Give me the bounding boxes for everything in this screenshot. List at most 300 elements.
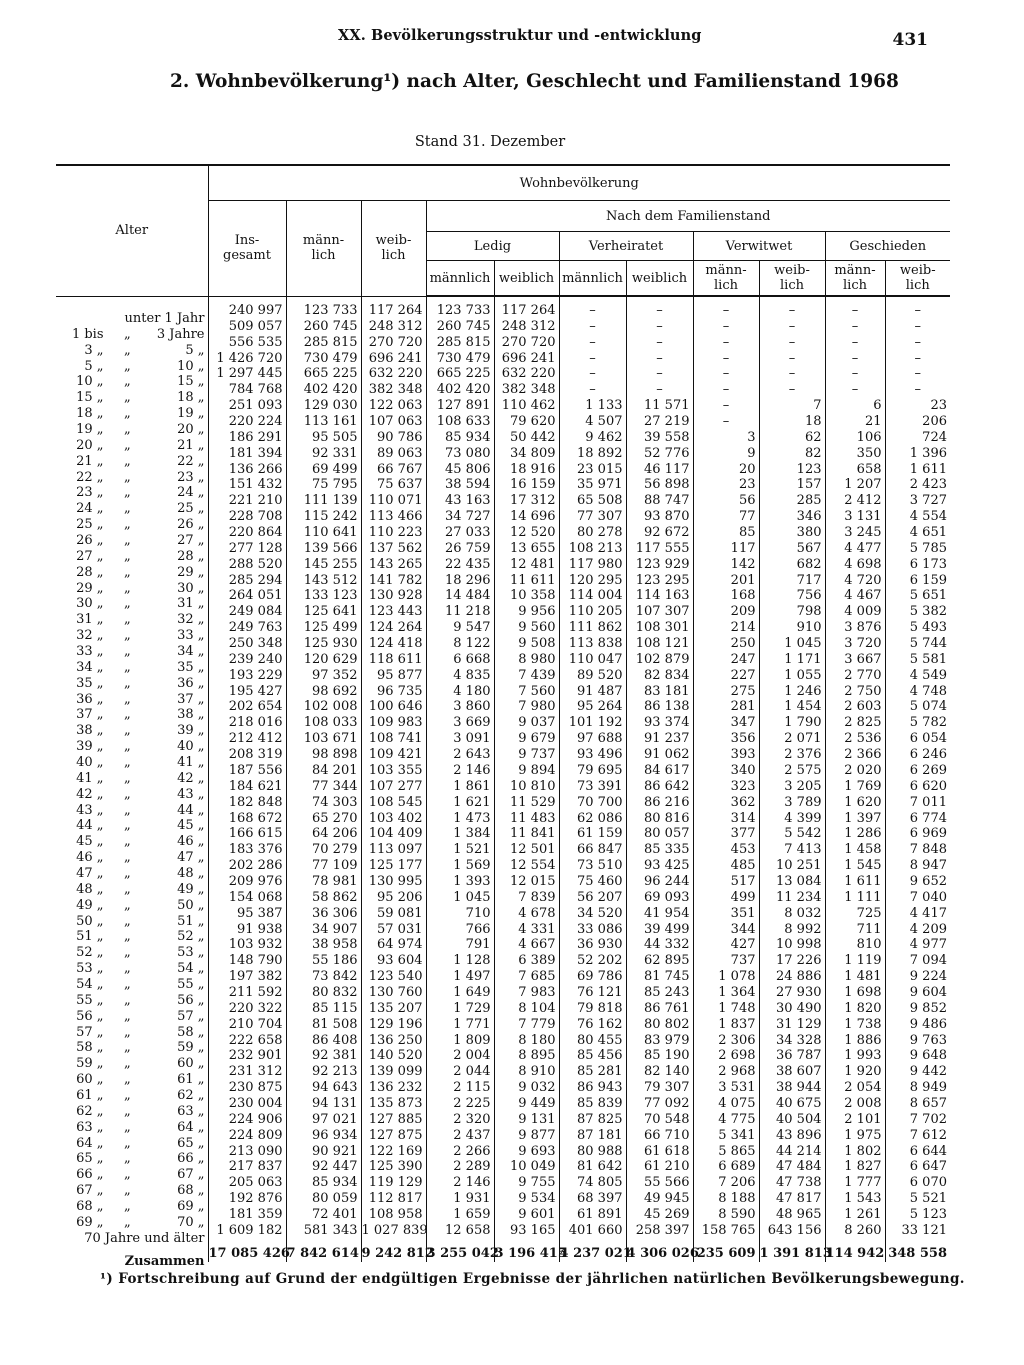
table-cell: 6 bbox=[825, 398, 885, 414]
table-row bbox=[56, 1033, 950, 1049]
table-cell: – bbox=[885, 366, 950, 382]
header-verheiratet-weiblich: weiblich bbox=[626, 261, 693, 297]
table-cell: 1 820 bbox=[825, 1001, 885, 1017]
header-ledig-weiblich: weiblich bbox=[494, 261, 559, 297]
table-cell: 109 983 bbox=[361, 715, 426, 731]
table-cell: 123 bbox=[759, 462, 825, 478]
age-label bbox=[56, 922, 208, 945]
table-cell: 85 190 bbox=[626, 1048, 693, 1064]
table-cell: 224 906 bbox=[208, 1112, 286, 1128]
table-row bbox=[56, 1144, 950, 1160]
age-part: „ bbox=[124, 723, 131, 739]
table-cell: 86 408 bbox=[286, 1033, 361, 1049]
table-cell: 5 865 bbox=[693, 1144, 759, 1160]
age-label bbox=[56, 1080, 208, 1104]
table-cell: 202 286 bbox=[208, 858, 286, 874]
table-cell: 201 bbox=[693, 573, 759, 589]
table-cell: 2 266 bbox=[426, 1144, 494, 1160]
table-row bbox=[56, 414, 950, 430]
age-part: 55 „ bbox=[76, 992, 104, 1008]
table-cell: 9 534 bbox=[494, 1191, 559, 1207]
table-cell: 61 891 bbox=[559, 1207, 626, 1223]
table-cell: 1 397 bbox=[825, 811, 885, 827]
age-part: 53 „ bbox=[76, 961, 104, 977]
table-cell: 5 542 bbox=[759, 826, 825, 842]
table-cell: 86 642 bbox=[626, 779, 693, 795]
table-cell: 1 207 bbox=[825, 477, 885, 493]
table-cell: 109 421 bbox=[361, 747, 426, 763]
table-cell: 13 084 bbox=[759, 874, 825, 890]
table-cell: 2 750 bbox=[825, 684, 885, 700]
table-row bbox=[56, 826, 950, 842]
table-cell: 7 612 bbox=[885, 1128, 950, 1144]
table-cell: – bbox=[885, 382, 950, 398]
table-cell: 47 738 bbox=[759, 1175, 825, 1191]
table-cell: 108 741 bbox=[361, 731, 426, 747]
table-cell: 55 186 bbox=[286, 953, 361, 969]
total-row bbox=[56, 1239, 950, 1262]
table-cell: 43 163 bbox=[426, 493, 494, 509]
age-label bbox=[56, 826, 208, 850]
table-cell: 36 306 bbox=[286, 906, 361, 922]
table-cell: 247 bbox=[693, 652, 759, 668]
age-part: „ bbox=[124, 659, 131, 675]
table-cell: 250 bbox=[693, 636, 759, 652]
table-cell: 7 839 bbox=[494, 890, 559, 906]
table-row bbox=[56, 969, 950, 985]
table-cell: 11 611 bbox=[494, 573, 559, 589]
table-cell: 8 895 bbox=[494, 1048, 559, 1064]
table-cell: 5 581 bbox=[885, 652, 950, 668]
table-cell: 34 727 bbox=[426, 509, 494, 525]
table-cell: 756 bbox=[759, 588, 825, 604]
age-part: 31 „ bbox=[76, 612, 104, 628]
age-part: „ bbox=[124, 691, 131, 707]
table-cell: 11 841 bbox=[494, 826, 559, 842]
table-cell: 766 bbox=[426, 922, 494, 938]
table-cell: 1 790 bbox=[759, 715, 825, 731]
table-cell: 22 435 bbox=[426, 557, 494, 573]
table-cell: 402 420 bbox=[286, 382, 361, 398]
table-cell: 2 825 bbox=[825, 715, 885, 731]
table-cell: 250 348 bbox=[208, 636, 286, 652]
table-cell: 80 988 bbox=[559, 1144, 626, 1160]
age-part: 32 „ bbox=[76, 628, 104, 644]
table-cell: 110 071 bbox=[361, 493, 426, 509]
table-cell: 38 958 bbox=[286, 937, 361, 953]
table-cell: 103 402 bbox=[361, 811, 426, 827]
table-cell: 7 413 bbox=[759, 842, 825, 858]
age-part: „ bbox=[124, 517, 131, 533]
table-cell: 110 205 bbox=[559, 604, 626, 620]
table-cell: 192 876 bbox=[208, 1191, 286, 1207]
table-cell: 92 447 bbox=[286, 1159, 361, 1175]
table-cell: 6 159 bbox=[885, 573, 950, 589]
table-cell: 103 355 bbox=[361, 763, 426, 779]
table-cell: 136 266 bbox=[208, 462, 286, 478]
table-cell: 1 620 bbox=[825, 795, 885, 811]
table-cell: 1 426 720 bbox=[208, 351, 286, 367]
table-cell: 8 188 bbox=[693, 1191, 759, 1207]
table-cell: 275 bbox=[693, 684, 759, 700]
age-label bbox=[56, 620, 208, 644]
age-part: „ bbox=[124, 406, 131, 422]
table-cell: 1 364 bbox=[693, 985, 759, 1001]
age-part: „ bbox=[124, 501, 131, 517]
table-cell: 12 481 bbox=[494, 557, 559, 573]
age-part: 62 „ bbox=[177, 1088, 205, 1104]
table-cell: 6 173 bbox=[885, 557, 950, 573]
table-cell: – bbox=[693, 382, 759, 398]
table-cell: 141 782 bbox=[361, 573, 426, 589]
age-part: 58 „ bbox=[177, 1024, 205, 1040]
table-cell: 285 815 bbox=[286, 335, 361, 351]
age-part: 48 „ bbox=[76, 881, 104, 897]
table-row bbox=[56, 795, 950, 811]
table-cell: 4 698 bbox=[825, 557, 885, 573]
age-part: „ bbox=[124, 754, 131, 770]
table-cell: – bbox=[559, 296, 626, 319]
table-cell: 9 037 bbox=[494, 715, 559, 731]
table-cell: 377 bbox=[693, 826, 759, 842]
age-label bbox=[56, 462, 208, 485]
table-cell: 73 080 bbox=[426, 446, 494, 462]
age-label bbox=[56, 296, 208, 326]
table-cell: 4 549 bbox=[885, 668, 950, 684]
age-label bbox=[56, 699, 208, 723]
table-cell: 2 020 bbox=[825, 763, 885, 779]
table-cell: 1 261 bbox=[825, 1207, 885, 1223]
table-cell: 4 075 bbox=[693, 1096, 759, 1112]
table-cell: 11 483 bbox=[494, 811, 559, 827]
table-cell: 6 246 bbox=[885, 747, 950, 763]
table-subtitle: Stand 31. Dezember bbox=[414, 134, 566, 150]
table-cell: 61 159 bbox=[559, 826, 626, 842]
table-cell: 114 163 bbox=[626, 588, 693, 604]
table-cell: – bbox=[693, 319, 759, 335]
total-cell: 1 391 813 bbox=[759, 1239, 825, 1262]
table-cell: 3 667 bbox=[825, 652, 885, 668]
age-part: „ bbox=[124, 1135, 131, 1151]
table-cell: 9 bbox=[693, 446, 759, 462]
table-cell: 4 331 bbox=[494, 922, 559, 938]
age-part: 46 „ bbox=[177, 834, 205, 850]
table-cell: 183 376 bbox=[208, 842, 286, 858]
table-cell: 18 296 bbox=[426, 573, 494, 589]
age-part: 19 „ bbox=[76, 421, 104, 437]
table-cell: 11 234 bbox=[759, 890, 825, 906]
age-label bbox=[56, 684, 208, 707]
table-cell: 97 688 bbox=[559, 731, 626, 747]
table-cell: 2 289 bbox=[426, 1159, 494, 1175]
table-header bbox=[56, 165, 950, 296]
age-part: „ bbox=[124, 358, 131, 374]
table-cell: 80 455 bbox=[559, 1033, 626, 1049]
table-cell: 6 644 bbox=[885, 1144, 950, 1160]
table-cell: 1 521 bbox=[426, 842, 494, 858]
table-cell: 35 971 bbox=[559, 477, 626, 493]
table-cell: 4 835 bbox=[426, 668, 494, 684]
table-cell: 64 206 bbox=[286, 826, 361, 842]
header-weiblich: weib- lich bbox=[361, 201, 426, 297]
age-label bbox=[56, 779, 208, 802]
table-cell: 95 206 bbox=[361, 890, 426, 906]
table-cell: – bbox=[825, 296, 885, 319]
age-label bbox=[56, 1001, 208, 1024]
table-row bbox=[56, 620, 950, 636]
age-part: 52 „ bbox=[177, 929, 205, 945]
table-cell: 2 536 bbox=[825, 731, 885, 747]
age-label bbox=[56, 969, 208, 993]
table-cell: 23 bbox=[693, 477, 759, 493]
table-cell: 220 224 bbox=[208, 414, 286, 430]
table-cell: 2 004 bbox=[426, 1048, 494, 1064]
table-cell: 2 101 bbox=[825, 1112, 885, 1128]
table-cell: 117 264 bbox=[494, 296, 559, 319]
table-cell: – bbox=[759, 351, 825, 367]
table-cell: 125 930 bbox=[286, 636, 361, 652]
table-cell: 9 693 bbox=[494, 1144, 559, 1160]
table-cell: 103 932 bbox=[208, 937, 286, 953]
table-cell: 168 bbox=[693, 588, 759, 604]
table-cell: 79 695 bbox=[559, 763, 626, 779]
table-cell: 5 744 bbox=[885, 636, 950, 652]
table-cell: 1 027 839 bbox=[361, 1222, 428, 1238]
age-part: „ bbox=[124, 1056, 131, 1072]
table-cell: 5 341 bbox=[693, 1128, 759, 1144]
table-cell: 127 885 bbox=[361, 1112, 426, 1128]
age-part: 68 „ bbox=[76, 1199, 104, 1215]
table-cell: 129 030 bbox=[286, 398, 361, 414]
table-cell: 2 698 bbox=[693, 1048, 759, 1064]
table-cell: 6 269 bbox=[885, 763, 950, 779]
table-cell: 85 115 bbox=[286, 1001, 361, 1017]
table-cell: 2 770 bbox=[825, 668, 885, 684]
age-part: 59 „ bbox=[76, 1056, 104, 1072]
table-cell: 665 225 bbox=[286, 366, 361, 382]
table-cell: 239 240 bbox=[208, 652, 286, 668]
age-part: „ bbox=[124, 1040, 131, 1056]
table-cell: 209 976 bbox=[208, 874, 286, 890]
age-part: 23 „ bbox=[177, 469, 205, 485]
age-part: 61 „ bbox=[177, 1072, 205, 1088]
table-cell: 12 554 bbox=[494, 858, 559, 874]
age-part: 28 „ bbox=[76, 564, 104, 580]
table-cell: 148 790 bbox=[208, 953, 286, 969]
table-cell: 1 802 bbox=[825, 1144, 885, 1160]
table-cell: 270 720 bbox=[494, 335, 559, 351]
table-cell: 8 949 bbox=[885, 1080, 950, 1096]
table-cell: 4 399 bbox=[759, 811, 825, 827]
table-cell: 18 916 bbox=[494, 462, 559, 478]
table-cell: 230 875 bbox=[208, 1080, 286, 1096]
table-cell: 4 009 bbox=[825, 604, 885, 620]
header-geschieden: Geschieden bbox=[825, 232, 950, 261]
table-cell: 9 442 bbox=[885, 1064, 950, 1080]
table-cell: 137 562 bbox=[361, 541, 426, 557]
table-cell: 1 497 bbox=[426, 969, 494, 985]
table-row bbox=[56, 684, 950, 700]
table-cell: 151 432 bbox=[208, 477, 286, 493]
table-row bbox=[56, 541, 950, 557]
age-part: 52 „ bbox=[76, 945, 104, 961]
table-cell: 210 704 bbox=[208, 1017, 286, 1033]
table-cell: 73 391 bbox=[559, 779, 626, 795]
table-cell: 104 409 bbox=[361, 826, 426, 842]
table-cell: 453 bbox=[693, 842, 759, 858]
table-cell: 92 381 bbox=[286, 1048, 361, 1064]
table-cell: 82 140 bbox=[626, 1064, 693, 1080]
table-row bbox=[56, 779, 950, 795]
table-cell: 90 921 bbox=[286, 1144, 361, 1160]
age-label bbox=[56, 430, 208, 453]
table-cell: 158 765 bbox=[693, 1223, 759, 1239]
age-part: 64 „ bbox=[76, 1135, 104, 1151]
table-cell: 231 312 bbox=[208, 1064, 286, 1080]
table-cell: – bbox=[693, 335, 759, 351]
age-part: 45 „ bbox=[76, 834, 104, 850]
table-cell: – bbox=[885, 335, 950, 351]
table-cell: 665 225 bbox=[426, 366, 494, 382]
table-cell: 80 816 bbox=[626, 811, 693, 827]
table-cell: 59 081 bbox=[361, 906, 426, 922]
table-cell: 27 219 bbox=[626, 414, 693, 430]
total-label bbox=[56, 1239, 208, 1269]
table-cell: 202 654 bbox=[208, 699, 286, 715]
table-cell: 44 332 bbox=[626, 937, 693, 953]
table-cell: 85 335 bbox=[626, 842, 693, 858]
table-cell: 93 374 bbox=[626, 715, 693, 731]
table-cell: 1 609 182 bbox=[208, 1223, 286, 1239]
table-cell: 17 226 bbox=[759, 953, 825, 969]
table-row bbox=[56, 1223, 950, 1239]
table-cell: 127 875 bbox=[361, 1128, 426, 1144]
table-row bbox=[56, 446, 950, 462]
table-cell: 1 993 bbox=[825, 1048, 885, 1064]
table-cell: 57 031 bbox=[361, 922, 426, 938]
table-cell: 1 396 bbox=[885, 446, 950, 462]
table-cell: 4 748 bbox=[885, 684, 950, 700]
table-cell: 74 303 bbox=[286, 795, 361, 811]
table-cell: 4 720 bbox=[825, 573, 885, 589]
table-row bbox=[56, 1096, 950, 1112]
table-cell: 107 277 bbox=[361, 779, 426, 795]
table-cell: 260 745 bbox=[286, 319, 361, 335]
table-cell: – bbox=[885, 296, 950, 319]
table-cell: 427 bbox=[693, 937, 759, 953]
age-part: 40 „ bbox=[76, 754, 104, 770]
table-cell: 69 786 bbox=[559, 969, 626, 985]
age-part: 40 „ bbox=[177, 739, 205, 755]
table-cell: 4 667 bbox=[494, 937, 559, 953]
table-cell: 34 520 bbox=[559, 906, 626, 922]
age-part: 60 „ bbox=[177, 1056, 205, 1072]
table-cell: 314 bbox=[693, 811, 759, 827]
table-cell: 136 250 bbox=[361, 1033, 426, 1049]
age-part: 35 „ bbox=[177, 659, 205, 675]
table-cell: 248 312 bbox=[494, 319, 559, 335]
table-cell: 2 366 bbox=[825, 747, 885, 763]
table-cell: 195 427 bbox=[208, 684, 286, 700]
table-cell: 113 466 bbox=[361, 509, 426, 525]
header-ledig: Ledig bbox=[426, 232, 559, 261]
table-cell: 96 934 bbox=[286, 1128, 361, 1144]
table-cell: 7 040 bbox=[885, 890, 950, 906]
table-cell: 73 510 bbox=[559, 858, 626, 874]
table-cell: 8 910 bbox=[494, 1064, 559, 1080]
age-part: 24 „ bbox=[76, 501, 104, 517]
table-cell: 66 767 bbox=[361, 462, 426, 478]
table-cell: 1 133 bbox=[559, 398, 626, 414]
table-cell: 717 bbox=[759, 573, 825, 589]
age-label bbox=[56, 588, 208, 612]
table-cell: 102 008 bbox=[286, 699, 361, 715]
table-cell: 2 071 bbox=[759, 731, 825, 747]
table-cell: 23 bbox=[885, 398, 950, 414]
header-familienstand: Nach dem Familienstand bbox=[426, 201, 950, 232]
table-cell: – bbox=[825, 319, 885, 335]
table-cell: 76 121 bbox=[559, 985, 626, 1001]
table-cell: 70 700 bbox=[559, 795, 626, 811]
table-cell: 9 852 bbox=[885, 1001, 950, 1017]
age-label bbox=[56, 604, 208, 628]
table-cell: 113 838 bbox=[559, 636, 626, 652]
table-cell: 46 117 bbox=[626, 462, 693, 478]
table-cell: 632 220 bbox=[361, 366, 426, 382]
table-cell: 2 008 bbox=[825, 1096, 885, 1112]
table-cell: 83 181 bbox=[626, 684, 693, 700]
table-cell: 93 165 bbox=[494, 1223, 559, 1239]
table-cell: 98 898 bbox=[286, 747, 361, 763]
table-cell: 117 980 bbox=[559, 557, 626, 573]
page-number: 431 bbox=[892, 30, 928, 50]
age-part: „ bbox=[124, 1119, 131, 1135]
table-cell: 4 977 bbox=[885, 937, 950, 953]
table-cell: 123 733 bbox=[286, 296, 361, 319]
table-cell: 1 545 bbox=[825, 858, 885, 874]
table-cell: 49 945 bbox=[626, 1191, 693, 1207]
table-cell: 1 920 bbox=[825, 1064, 885, 1080]
table-cell: 249 084 bbox=[208, 604, 286, 620]
table-cell: 6 668 bbox=[426, 652, 494, 668]
table-row bbox=[56, 573, 950, 589]
age-label bbox=[56, 906, 208, 929]
age-part: 33 „ bbox=[76, 643, 104, 659]
age-label bbox=[56, 1144, 208, 1167]
table-row bbox=[56, 1048, 950, 1064]
table-cell: 251 093 bbox=[208, 398, 286, 414]
age-part: „ bbox=[124, 485, 131, 501]
table-cell: 52 776 bbox=[626, 446, 693, 462]
age-part: 44 „ bbox=[177, 802, 205, 818]
table-row bbox=[56, 462, 950, 478]
table-cell: 211 592 bbox=[208, 985, 286, 1001]
age-label bbox=[56, 573, 208, 596]
table-cell: 2 054 bbox=[825, 1080, 885, 1096]
age-part: 33 „ bbox=[177, 628, 205, 644]
table-row bbox=[56, 1017, 950, 1033]
table-cell: 187 556 bbox=[208, 763, 286, 779]
table-cell: 3 205 bbox=[759, 779, 825, 795]
table-cell: 117 264 bbox=[361, 296, 426, 319]
table-cell: 27 033 bbox=[426, 525, 494, 541]
table-cell: 70 279 bbox=[286, 842, 361, 858]
table-row bbox=[56, 351, 950, 367]
age-part: 3 Jahre bbox=[156, 326, 205, 342]
table-cell: 94 643 bbox=[286, 1080, 361, 1096]
table-cell: 8 657 bbox=[885, 1096, 950, 1112]
table-cell: 270 720 bbox=[361, 335, 426, 351]
